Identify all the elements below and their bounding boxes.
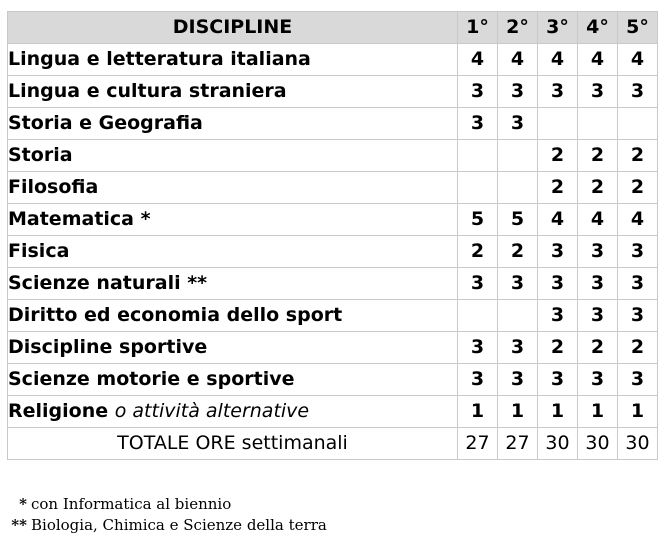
total-hours-year-5: 30 <box>618 428 658 460</box>
subject-cell <box>8 396 458 428</box>
table-row <box>8 236 658 268</box>
header-row <box>8 12 658 44</box>
hours-cell-year-1: 4 <box>458 44 498 76</box>
footnote-scienze <box>9 515 327 536</box>
total-row <box>8 428 658 460</box>
total-label: TOTALE ORE settimanali <box>8 428 458 460</box>
hours-cell-year-2: 3 <box>498 332 538 364</box>
subject-cell <box>8 172 458 204</box>
hours-cell-year-2: 3 <box>498 76 538 108</box>
hours-cell-year-1 <box>458 140 498 172</box>
hours-cell-year-1 <box>458 300 498 332</box>
subject-cell <box>8 76 458 108</box>
hours-cell-year-3: 3 <box>538 236 578 268</box>
hours-cell-year-4: 3 <box>578 268 618 300</box>
table-row <box>8 332 658 364</box>
table-row <box>8 364 658 396</box>
hours-cell-year-4 <box>578 108 618 140</box>
subject-name: Lingua e letteratura italiana <box>8 48 311 70</box>
footnote-mark: * <box>19 495 27 513</box>
subject-cell <box>8 140 458 172</box>
table-row <box>8 300 658 332</box>
total-hours-year-4: 30 <box>578 428 618 460</box>
hours-cell-year-3: 1 <box>538 396 578 428</box>
hours-cell-year-4: 3 <box>578 76 618 108</box>
hours-cell-year-2: 1 <box>498 396 538 428</box>
hours-cell-year-4: 2 <box>578 172 618 204</box>
hours-cell-year-1: 3 <box>458 268 498 300</box>
hours-cell-year-4: 1 <box>578 396 618 428</box>
hours-cell-year-1: 3 <box>458 364 498 396</box>
hours-cell-year-5: 3 <box>618 300 658 332</box>
hours-cell-year-1: 5 <box>458 204 498 236</box>
subject-cell <box>8 364 458 396</box>
hours-cell-year-4: 3 <box>578 236 618 268</box>
hours-cell-year-1: 2 <box>458 236 498 268</box>
total-hours-year-3: 30 <box>538 428 578 460</box>
hours-cell-year-4: 2 <box>578 140 618 172</box>
subject-rows <box>8 44 658 428</box>
hours-cell-year-3: 2 <box>538 332 578 364</box>
hours-cell-year-4: 4 <box>578 204 618 236</box>
hours-cell-year-2 <box>498 140 538 172</box>
subject-name: Religione <box>8 400 109 422</box>
hours-cell-year-5: 2 <box>618 172 658 204</box>
subject-cell <box>8 44 458 76</box>
header-year-1: 1° <box>458 12 498 44</box>
table-row <box>8 140 658 172</box>
hours-cell-year-3: 4 <box>538 44 578 76</box>
timetable <box>7 11 658 460</box>
table-row <box>8 172 658 204</box>
table-row <box>8 76 658 108</box>
hours-cell-year-3: 2 <box>538 140 578 172</box>
table-row <box>8 108 658 140</box>
hours-cell-year-4: 4 <box>578 44 618 76</box>
subject-cell <box>8 204 458 236</box>
hours-cell-year-2: 3 <box>498 268 538 300</box>
footnote-informatica <box>9 494 327 515</box>
hours-cell-year-3: 4 <box>538 204 578 236</box>
hours-cell-year-3: 3 <box>538 364 578 396</box>
hours-cell-year-3: 3 <box>538 300 578 332</box>
subject-name: Scienze motorie e sportive <box>8 368 295 390</box>
header-year-4: 4° <box>578 12 618 44</box>
table-row <box>8 396 658 428</box>
hours-cell-year-2: 3 <box>498 364 538 396</box>
header-subject: DISCIPLINE <box>8 12 458 44</box>
subject-name: Scienze naturali ** <box>8 272 208 294</box>
hours-cell-year-2: 5 <box>498 204 538 236</box>
total-hours-year-2: 27 <box>498 428 538 460</box>
footnote-mark: ** <box>11 516 27 534</box>
hours-cell-year-1: 3 <box>458 108 498 140</box>
table-row <box>8 44 658 76</box>
subject-name: Diritto ed economia dello sport <box>8 304 343 326</box>
subject-cell <box>8 108 458 140</box>
subject-cell <box>8 268 458 300</box>
subject-name: Matematica * <box>8 208 151 230</box>
subject-cell <box>8 300 458 332</box>
header-year-3: 3° <box>538 12 578 44</box>
hours-cell-year-3: 2 <box>538 172 578 204</box>
hours-cell-year-1: 3 <box>458 332 498 364</box>
hours-cell-year-4: 3 <box>578 300 618 332</box>
hours-cell-year-4: 2 <box>578 332 618 364</box>
footnotes <box>9 494 327 536</box>
footnote-text: con Informatica al biennio <box>31 495 232 513</box>
subject-name: Storia <box>8 144 73 166</box>
subject-name: Lingua e cultura straniera <box>8 80 287 102</box>
hours-cell-year-2: 3 <box>498 108 538 140</box>
subject-name: Filosofia <box>8 176 99 198</box>
subject-cell <box>8 236 458 268</box>
hours-cell-year-5: 3 <box>618 236 658 268</box>
total-hours-year-1: 27 <box>458 428 498 460</box>
subject-name: Fisica <box>8 240 70 262</box>
hours-cell-year-1: 3 <box>458 76 498 108</box>
hours-cell-year-1 <box>458 172 498 204</box>
hours-cell-year-3: 3 <box>538 76 578 108</box>
hours-cell-year-2 <box>498 172 538 204</box>
hours-cell-year-5: 4 <box>618 204 658 236</box>
hours-cell-year-3 <box>538 108 578 140</box>
hours-cell-year-3: 3 <box>538 268 578 300</box>
hours-cell-year-5: 1 <box>618 396 658 428</box>
hours-cell-year-5: 3 <box>618 76 658 108</box>
table-row <box>8 268 658 300</box>
hours-cell-year-2 <box>498 300 538 332</box>
table-row <box>8 204 658 236</box>
hours-cell-year-5: 4 <box>618 44 658 76</box>
footnote-text: Biologia, Chimica e Scienze della terra <box>31 516 327 534</box>
hours-cell-year-2: 4 <box>498 44 538 76</box>
subject-name: Discipline sportive <box>8 336 208 358</box>
header-year-5: 5° <box>618 12 658 44</box>
hours-cell-year-5: 3 <box>618 364 658 396</box>
subject-cell <box>8 332 458 364</box>
hours-cell-year-5: 2 <box>618 332 658 364</box>
hours-cell-year-2: 2 <box>498 236 538 268</box>
subject-note: o attività alternative <box>114 400 310 422</box>
hours-cell-year-5: 3 <box>618 268 658 300</box>
hours-cell-year-1: 1 <box>458 396 498 428</box>
hours-cell-year-5 <box>618 108 658 140</box>
hours-cell-year-4: 3 <box>578 364 618 396</box>
hours-cell-year-5: 2 <box>618 140 658 172</box>
subject-name: Storia e Geografia <box>8 112 203 134</box>
header-year-2: 2° <box>498 12 538 44</box>
